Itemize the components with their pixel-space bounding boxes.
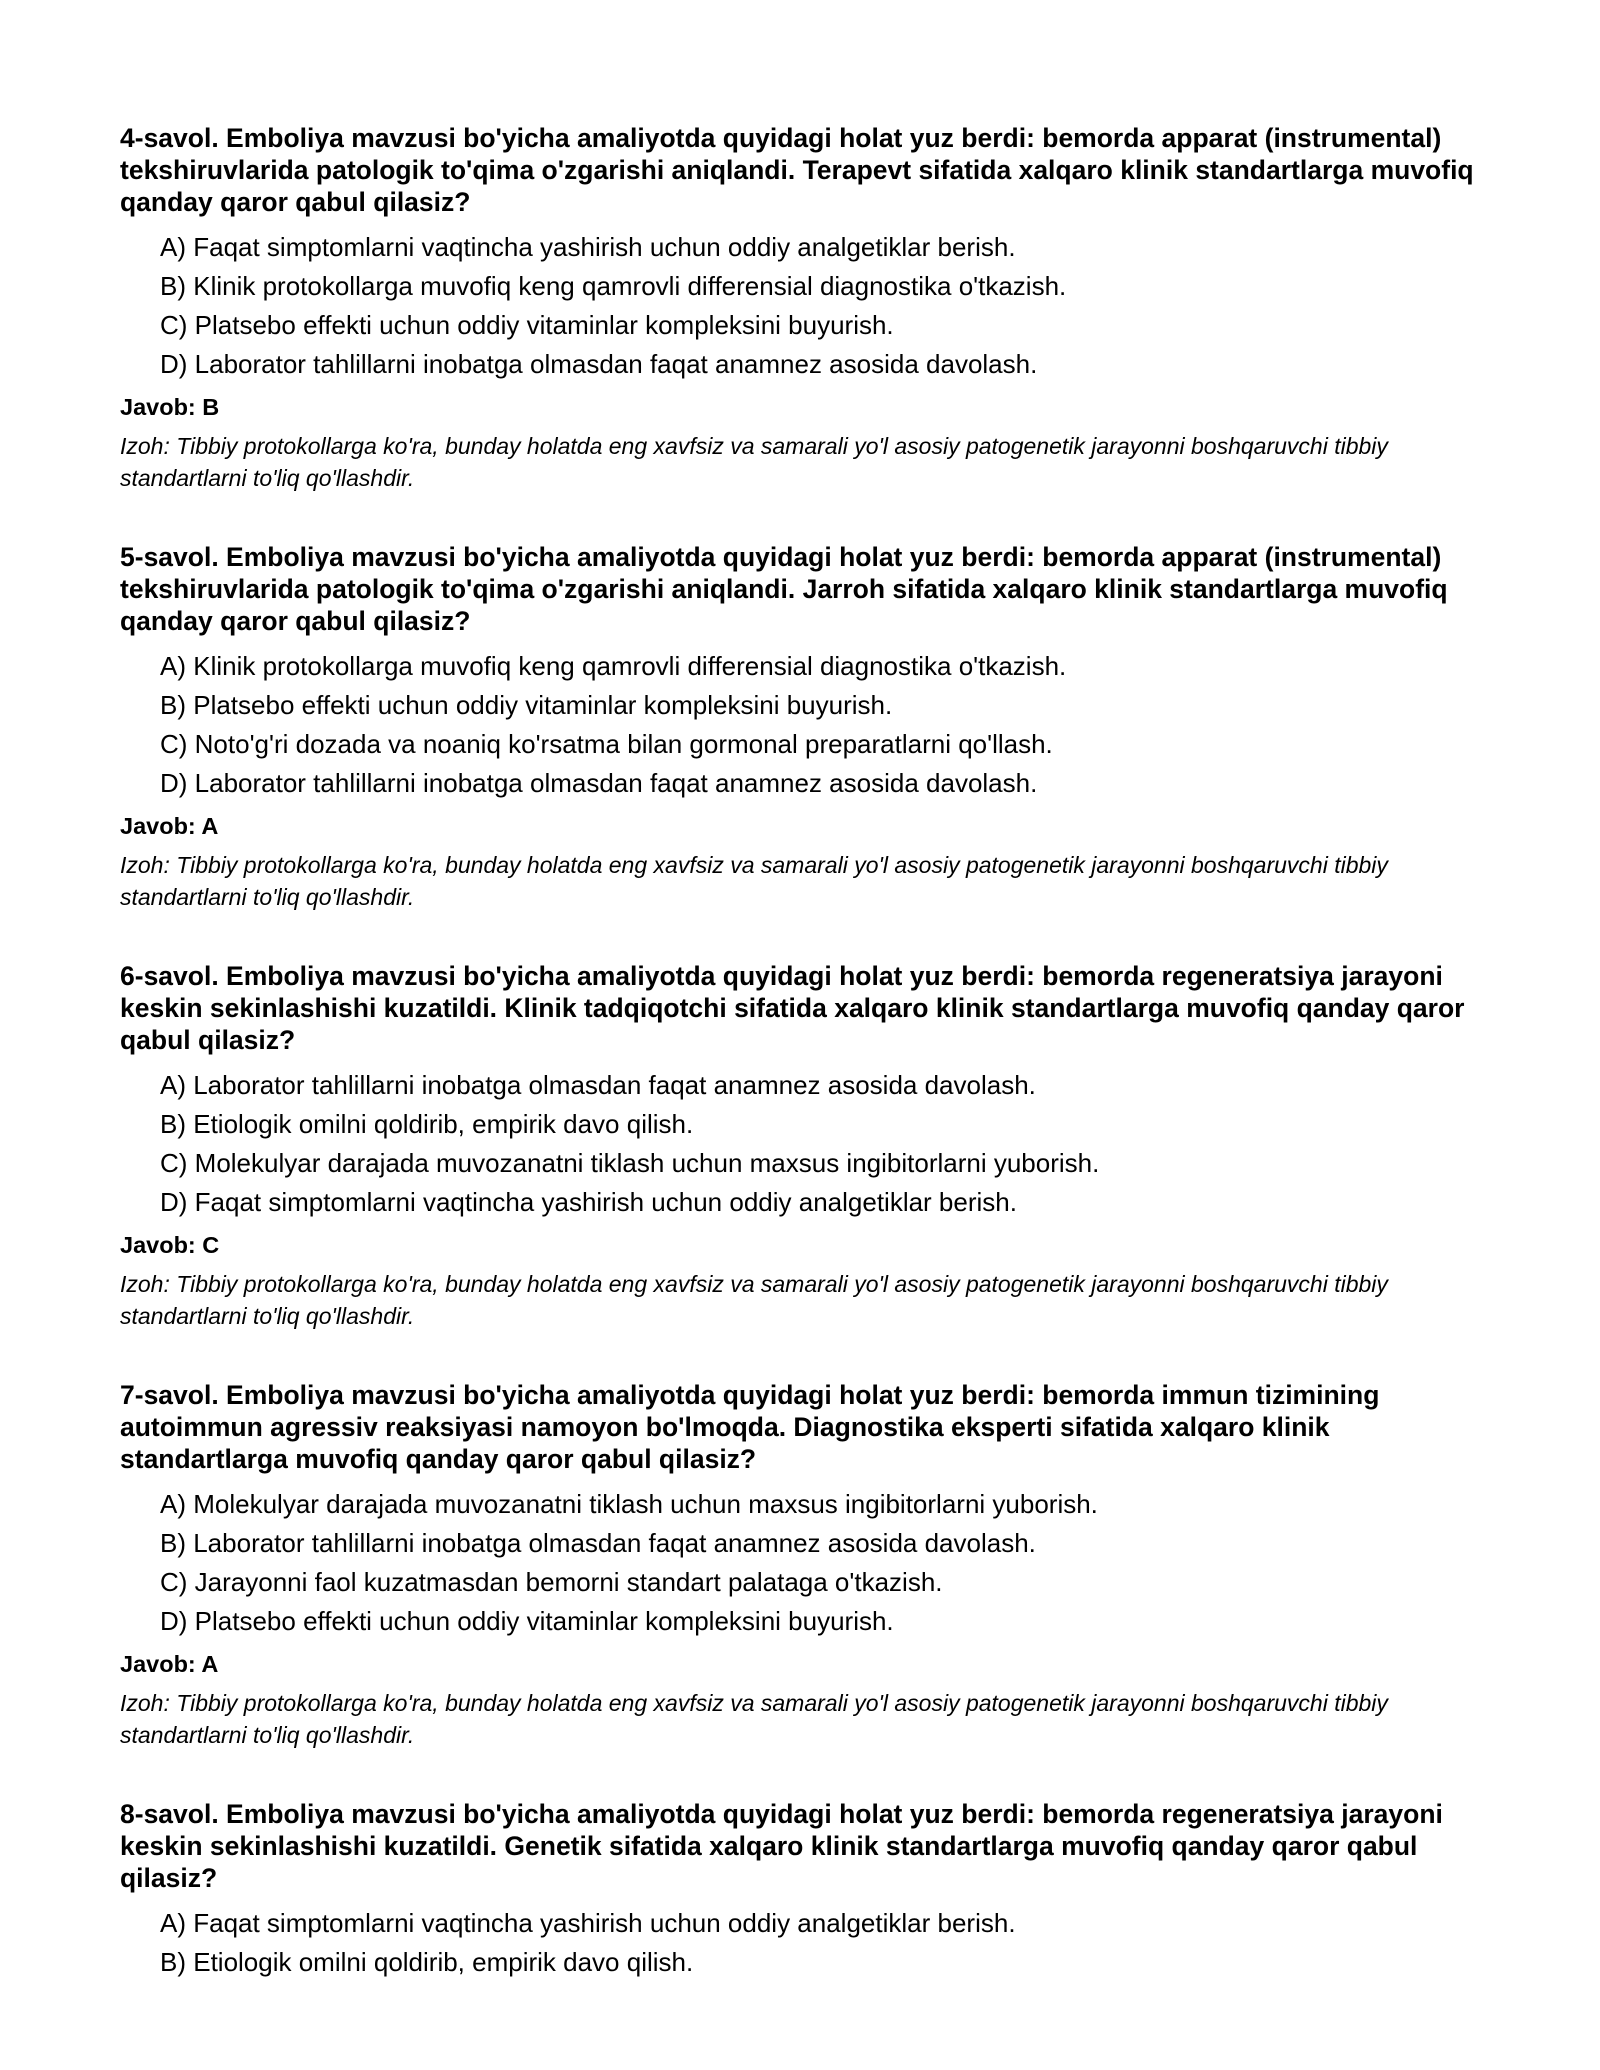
options-list — [120, 1485, 1490, 1641]
explanation-text: Izoh: Tibbiy protokollarga ko'ra, bunday holatda eng xavfsiz va samarali yo'l asosiy patogenetik jarayonni boshqaruvchi tibbiy standartlarni to'liq qo'llashdir. — [120, 1271, 1388, 1329]
question-block — [120, 960, 1490, 1332]
options-list — [120, 1066, 1490, 1222]
explanation-text: Izoh: Tibbiy protokollarga ko'ra, bunday holatda eng xavfsiz va samarali yo'l asosiy patogenetik jarayonni boshqaruvchi tibbiy standartlarni to'liq qo'llashdir. — [120, 1690, 1388, 1748]
option-a: A) Klinik protokollarga muvofiq keng qamrovli differensial diagnostika o'tkazish. — [160, 651, 1067, 681]
explanation-text: Izoh: Tibbiy protokollarga ko'ra, bunday holatda eng xavfsiz va samarali yo'l asosiy patogenetik jarayonni boshqaruvchi tibbiy standartlarni to'liq qo'llashdir. — [120, 852, 1388, 910]
answer-label: Javob: B — [120, 394, 220, 420]
option-d: D) Laborator tahlillarni inobatga olmasdan faqat anamnez asosida davolash. — [160, 768, 1038, 798]
option-d: D) Faqat simptomlarni vaqtincha yashirish uchun oddiy analgetiklar berish. — [160, 1187, 1017, 1217]
option-b: B) Platsebo effekti uchun oddiy vitaminlar kompleksini buyurish. — [160, 690, 893, 720]
option-b: B) Etiologik omilni qoldirib, empirik davo qilish. — [160, 1109, 694, 1139]
option-b: B) Laborator tahlillarni inobatga olmasdan faqat anamnez asosida davolash. — [160, 1528, 1036, 1558]
option-a: A) Molekulyar darajada muvozanatni tiklash uchun maxsus ingibitorlarni yuborish. — [160, 1489, 1098, 1519]
options-list — [120, 1904, 1490, 1982]
option-c: C) Jarayonni faol kuzatmasdan bemorni standart palataga o'tkazish. — [160, 1567, 943, 1597]
option-c: C) Noto'g'ri dozada va noaniq ko'rsatma bilan gormonal preparatlarni qo'llash. — [160, 729, 1053, 759]
option-b: B) Etiologik omilni qoldirib, empirik davo qilish. — [160, 1947, 694, 1977]
question-text: 7-savol. Emboliya mavzusi bo'yicha amaliyotda quyidagi holat yuz berdi: bemorda immun tizimining autoimmun agressiv reaksiyasi namoyon bo'lmoqda. Diagnostika eksperti sifatida xalqaro klinik standartlarga muvofiq qanday qaror qabul qilasiz? — [120, 1380, 1380, 1474]
option-a: A) Faqat simptomlarni vaqtincha yashirish uchun oddiy analgetiklar berish. — [160, 1908, 1016, 1938]
document-page — [120, 122, 1490, 2029]
question-block — [120, 122, 1490, 494]
question-text: 6-savol. Emboliya mavzusi bo'yicha amaliyotda quyidagi holat yuz berdi: bemorda regeneratsiya jarayoni keskin sekinlashishi kuzatildi. Klinik tadqiqotchi sifatida xalqaro klinik standartlarga muvofiq qanday qaror qabul qilasiz? — [120, 961, 1465, 1055]
option-c: C) Molekulyar darajada muvozanatni tiklash uchun maxsus ingibitorlarni yuborish. — [160, 1148, 1100, 1178]
option-b: B) Klinik protokollarga muvofiq keng qamrovli differensial diagnostika o'tkazish. — [160, 271, 1067, 301]
option-d: D) Laborator tahlillarni inobatga olmasdan faqat anamnez asosida davolash. — [160, 349, 1038, 379]
explanation-text: Izoh: Tibbiy protokollarga ko'ra, bunday holatda eng xavfsiz va samarali yo'l asosiy patogenetik jarayonni boshqaruvchi tibbiy standartlarni to'liq qo'llashdir. — [120, 433, 1388, 491]
question-block — [120, 1798, 1490, 1982]
answer-label: Javob: A — [120, 813, 219, 839]
question-text: 4-savol. Emboliya mavzusi bo'yicha amaliyotda quyidagi holat yuz berdi: bemorda apparat (instrumental) tekshiruvlarida patologik to'qima o'zgarishi aniqlandi. Terapevt sifatida xalqaro klinik standartlarga muvofiq qanday qaror qabul qilasiz? — [120, 123, 1474, 217]
options-list — [120, 647, 1490, 803]
question-text: 8-savol. Emboliya mavzusi bo'yicha amaliyotda quyidagi holat yuz berdi: bemorda regeneratsiya jarayoni keskin sekinlashishi kuzatildi. Genetik sifatida xalqaro klinik standartlarga muvofiq qanday qaror qabul qilasiz? — [120, 1799, 1443, 1893]
answer-label: Javob: A — [120, 1651, 219, 1677]
option-a: A) Laborator tahlillarni inobatga olmasdan faqat anamnez asosida davolash. — [160, 1070, 1036, 1100]
question-block — [120, 541, 1490, 913]
question-block — [120, 1379, 1490, 1751]
question-text: 5-savol. Emboliya mavzusi bo'yicha amaliyotda quyidagi holat yuz berdi: bemorda apparat (instrumental) tekshiruvlarida patologik to'qima o'zgarishi aniqlandi. Jarroh sifatida xalqaro klinik standartlarga muvofiq qanday qaror qabul qilasiz? — [120, 542, 1448, 636]
option-c: C) Platsebo effekti uchun oddiy vitaminlar kompleksini buyurish. — [160, 310, 894, 340]
options-list — [120, 228, 1490, 384]
option-d: D) Platsebo effekti uchun oddiy vitaminlar kompleksini buyurish. — [160, 1606, 894, 1636]
answer-label: Javob: C — [120, 1232, 220, 1258]
option-a: A) Faqat simptomlarni vaqtincha yashirish uchun oddiy analgetiklar berish. — [160, 232, 1016, 262]
